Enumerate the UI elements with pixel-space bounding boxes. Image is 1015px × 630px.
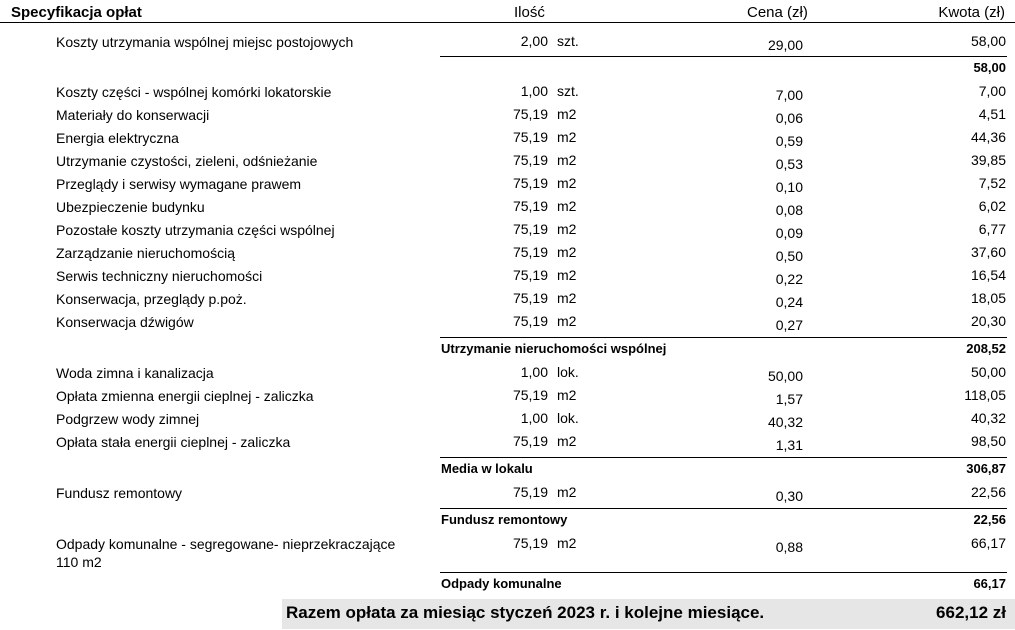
item-quantity: 75,19 — [512, 198, 548, 214]
summary-label: Media w lokalu — [441, 461, 533, 476]
grand-total-label: Razem opłata za miesiąc styczeń 2023 r. i kolejne miesiące. — [286, 603, 765, 622]
item-price: 0,24 — [775, 294, 803, 310]
item-quantity: 75,19 — [512, 433, 548, 449]
item-amount: 18,05 — [970, 290, 1006, 306]
item-amount: 7,52 — [978, 175, 1006, 191]
item-quantity: 75,19 — [512, 106, 548, 122]
item-amount: 22,56 — [970, 484, 1006, 500]
item-quantity: 75,19 — [512, 244, 548, 260]
item-name: Utrzymanie czystości, zieleni, odśnieżanie — [56, 153, 318, 169]
item-unit: m2 — [557, 290, 577, 306]
item-unit: m2 — [557, 535, 577, 551]
item-amount: 50,00 — [970, 364, 1006, 380]
item-amount: 66,17 — [970, 535, 1006, 551]
item-quantity: 75,19 — [512, 313, 548, 329]
item-quantity: 75,19 — [512, 129, 548, 145]
item-unit: szt. — [557, 83, 579, 99]
table-row — [0, 198, 1015, 218]
table-row — [0, 387, 1015, 407]
summary-label: Fundusz remontowy — [441, 512, 568, 527]
item-price: 0,88 — [775, 539, 803, 555]
summary-total: 66,17 — [973, 576, 1006, 591]
item-unit: m2 — [557, 152, 577, 168]
item-unit: m2 — [557, 221, 577, 237]
item-name: Konserwacja dźwigów — [56, 314, 194, 330]
item-amount: 6,77 — [978, 221, 1006, 237]
item-amount: 39,85 — [970, 152, 1006, 168]
item-price: 0,10 — [775, 179, 803, 195]
summary-divider — [440, 337, 1007, 338]
item-name: Opłata stała energii cieplnej - zaliczka — [56, 434, 291, 450]
item-price: 0,08 — [775, 202, 803, 218]
table-row — [0, 290, 1015, 310]
item-unit: m2 — [557, 175, 577, 191]
item-name: Zarządzanie nieruchomością — [56, 245, 235, 261]
summary-label: Utrzymanie nieruchomości wspólnej — [441, 341, 667, 356]
item-amount: 6,02 — [978, 198, 1006, 214]
header-divider — [0, 22, 1015, 23]
item-quantity: 75,19 — [512, 290, 548, 306]
item-name: Energia elektryczna — [56, 130, 179, 146]
group-summary — [0, 457, 1015, 479]
item-amount: 7,00 — [978, 83, 1006, 99]
item-price: 1,31 — [775, 437, 803, 453]
item-quantity: 75,19 — [512, 267, 548, 283]
item-quantity: 75,19 — [512, 484, 548, 500]
item-quantity: 1,00 — [520, 364, 548, 380]
item-name: Materiały do konserwacji — [56, 107, 210, 123]
item-quantity: 75,19 — [512, 535, 548, 551]
table-row — [0, 175, 1015, 195]
group-summary — [0, 572, 1015, 594]
page-title: Specyfikacja opłat — [11, 4, 142, 21]
item-quantity: 1,00 — [520, 410, 548, 426]
table-row — [0, 410, 1015, 430]
item-unit: m2 — [557, 198, 577, 214]
summary-total: 208,52 — [966, 341, 1006, 356]
table-row — [0, 129, 1015, 149]
item-quantity: 75,19 — [512, 221, 548, 237]
item-unit: m2 — [557, 244, 577, 260]
item-amount: 118,05 — [964, 387, 1006, 403]
item-name: Koszty części - wspólnej komórki lokatorskie — [56, 84, 332, 100]
item-amount: 58,00 — [970, 33, 1006, 49]
item-amount: 44,36 — [970, 129, 1006, 145]
item-name: Serwis techniczny nieruchomości — [56, 268, 263, 284]
table-row — [0, 244, 1015, 264]
summary-divider — [440, 457, 1007, 458]
summary-total: 22,56 — [973, 512, 1006, 527]
item-price: 0,09 — [775, 225, 803, 241]
summary-label: Odpady komunalne — [441, 576, 562, 591]
item-unit: m2 — [557, 313, 577, 329]
item-price: 0,59 — [775, 133, 803, 149]
group-summary — [0, 56, 1015, 78]
group-summary — [0, 337, 1015, 359]
item-price: 29,00 — [767, 37, 803, 53]
item-name: Ubezpieczenie budynku — [56, 199, 205, 215]
item-quantity: 75,19 — [512, 387, 548, 403]
summary-divider — [440, 508, 1007, 509]
item-price: 40,32 — [767, 414, 803, 430]
item-unit: m2 — [557, 106, 577, 122]
summary-divider — [440, 56, 1007, 57]
grand-total-bar — [282, 599, 1015, 629]
item-price: 0,50 — [775, 248, 803, 264]
item-quantity: 1,00 — [520, 83, 548, 99]
column-header-amount: Kwota (zł) — [938, 4, 1005, 21]
item-name: Przeglądy i serwisy wymagane prawem — [56, 176, 302, 192]
table-row — [0, 267, 1015, 287]
item-unit: lok. — [557, 364, 579, 380]
item-price: 1,57 — [775, 391, 803, 407]
summary-total: 58,00 — [973, 60, 1006, 75]
item-name: Fundusz remontowy — [56, 485, 183, 501]
item-quantity: 75,19 — [512, 152, 548, 168]
item-unit: lok. — [557, 410, 579, 426]
item-unit: m2 — [557, 433, 577, 449]
item-amount: 4,51 — [978, 106, 1006, 122]
item-amount: 16,54 — [970, 267, 1006, 283]
item-name: Pozostałe koszty utrzymania części wspólnej — [56, 222, 335, 238]
item-amount: 37,60 — [970, 244, 1006, 260]
item-amount: 98,50 — [970, 433, 1006, 449]
grand-total-value: 662,12 zł — [936, 603, 1006, 622]
item-price: 50,00 — [767, 368, 803, 384]
table-row — [0, 221, 1015, 241]
summary-total: 306,87 — [966, 461, 1006, 476]
item-unit: m2 — [557, 387, 577, 403]
item-name: Konserwacja, przeglądy p.poż. — [56, 291, 247, 307]
table-row — [0, 313, 1015, 333]
item-price: 0,22 — [775, 271, 803, 287]
item-unit: m2 — [557, 267, 577, 283]
column-header-price: Cena (zł) — [747, 4, 808, 21]
item-amount: 20,30 — [970, 313, 1006, 329]
table-row — [0, 364, 1015, 384]
item-price: 0,27 — [775, 317, 803, 333]
item-quantity: 75,19 — [512, 175, 548, 191]
item-price: 7,00 — [775, 87, 803, 103]
table-row — [0, 152, 1015, 172]
table-row — [0, 33, 1015, 53]
summary-divider — [440, 572, 1007, 573]
item-unit: m2 — [557, 484, 577, 500]
item-quantity: 2,00 — [520, 33, 548, 49]
item-price: 0,06 — [775, 110, 803, 126]
item-name: Odpady komunalne - segregowane- nieprzekraczające 110 m2 — [56, 536, 396, 570]
table-row — [0, 535, 1015, 571]
item-price: 0,53 — [775, 156, 803, 172]
column-header-quantity: Ilość — [514, 4, 545, 21]
table-row — [0, 83, 1015, 103]
item-name: Podgrzew wody zimnej — [56, 411, 200, 427]
group-summary — [0, 508, 1015, 530]
item-amount: 40,32 — [970, 410, 1006, 426]
item-name: Koszty utrzymania wspólnej miejsc postojowych — [56, 34, 354, 50]
table-row — [0, 106, 1015, 126]
item-price: 0,30 — [775, 488, 803, 504]
table-row — [0, 484, 1015, 504]
item-name: Woda zimna i kanalizacja — [56, 365, 214, 381]
table-row — [0, 433, 1015, 453]
item-unit: szt. — [557, 33, 579, 49]
item-name: Opłata zmienna energii cieplnej - zaliczka — [56, 388, 314, 404]
item-unit: m2 — [557, 129, 577, 145]
